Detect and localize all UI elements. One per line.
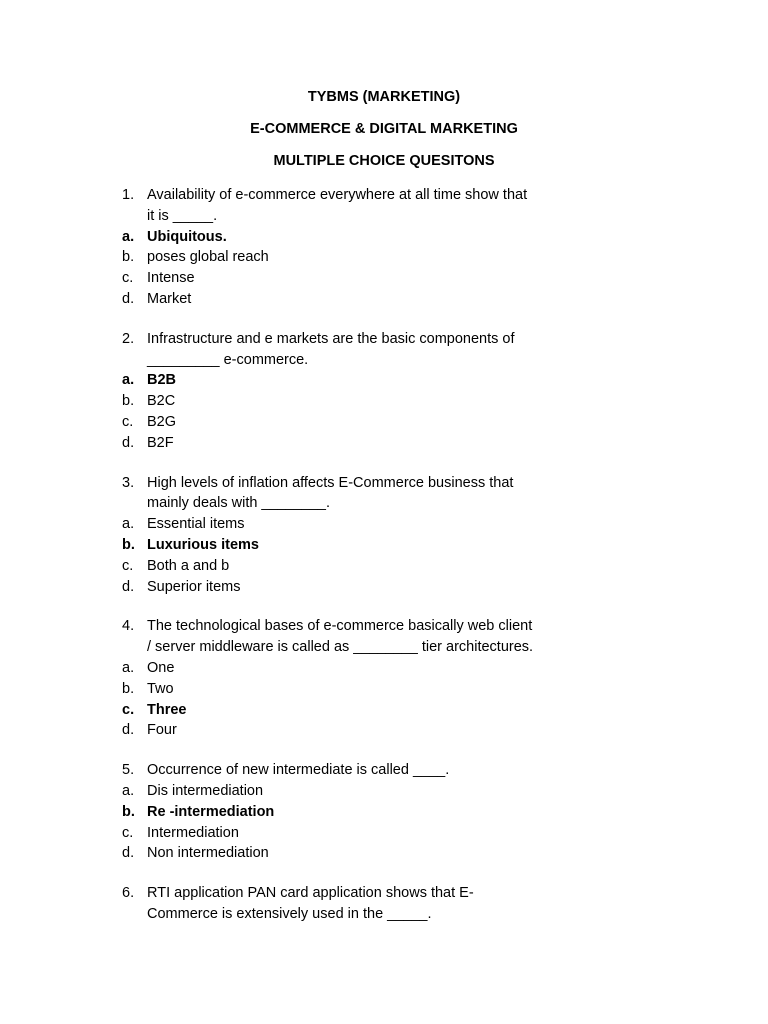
option-letter: b.: [122, 680, 135, 697]
option-correct: [122, 535, 622, 556]
option: [122, 556, 622, 577]
option: [122, 679, 622, 700]
option-text: Ubiquitous.: [147, 228, 227, 245]
question-text: mainly deals with ________.: [147, 495, 330, 512]
option-letter: c.: [122, 701, 135, 718]
option-correct: [122, 802, 622, 823]
question-text: High levels of inflation affects E-Commerce business that: [147, 474, 514, 491]
document-title: TYBMS (MARKETING): [307, 89, 461, 105]
option-text: Superior items: [147, 578, 241, 595]
option-text: Intermediation: [147, 824, 239, 841]
question-text: Commerce is extensively used in the _____.: [147, 905, 432, 922]
option: [122, 289, 622, 310]
option-text: B2F: [147, 434, 174, 451]
option: [122, 268, 622, 289]
option-letter: a.: [122, 372, 135, 389]
option-letter: c.: [122, 824, 134, 841]
option-text: B2B: [147, 372, 177, 389]
question-number: [122, 493, 147, 514]
question-6: [122, 883, 622, 925]
question-line: [122, 904, 622, 925]
option: [122, 823, 622, 844]
option: [122, 781, 622, 802]
question-number: 3.: [122, 474, 135, 491]
option-text: Both a and b: [147, 557, 230, 574]
question-text: Infrastructure and e markets are the basic components of: [147, 330, 515, 347]
option: [122, 658, 622, 679]
question-3: [122, 473, 622, 598]
question-list: [122, 185, 622, 944]
question-number: 5.: [122, 762, 135, 779]
question-line: [122, 637, 622, 658]
section-title: MULTIPLE CHOICE QUESITONS: [273, 153, 495, 169]
question-number: 1.: [122, 187, 135, 203]
option-text: Three: [147, 701, 187, 718]
option-letter: c.: [122, 557, 134, 574]
question-line: [122, 760, 622, 781]
option-letter: b.: [122, 803, 135, 820]
option-text: B2C: [147, 393, 176, 410]
option: [122, 247, 622, 268]
option-text: Re -intermediation: [147, 803, 275, 820]
question-number: [122, 637, 147, 658]
option: [122, 391, 622, 412]
question-text: Availability of e-commerce everywhere at all time show that: [147, 187, 528, 203]
option-letter: c.: [122, 270, 134, 287]
option: [122, 577, 622, 598]
question-number: [122, 350, 147, 371]
question-text: _________ e-commerce.: [147, 351, 309, 368]
option-text: Two: [147, 680, 174, 697]
question-text: Occurrence of new intermediate is called ____.: [147, 762, 450, 779]
question-number: 4.: [122, 618, 135, 635]
option-text: One: [147, 659, 175, 676]
question-line: [122, 350, 622, 371]
question-number: [122, 206, 147, 227]
question-line: [122, 883, 622, 904]
option-letter: c.: [122, 413, 134, 430]
question-1: [122, 185, 622, 310]
question-number: [122, 904, 147, 925]
option-letter: d.: [122, 290, 135, 307]
option-text: poses global reach: [147, 249, 269, 266]
option-text: B2G: [147, 413, 177, 430]
question-line: [122, 493, 622, 514]
option-text: Market: [147, 290, 192, 307]
question-4: [122, 616, 622, 741]
option-letter: b.: [122, 536, 135, 553]
option-text: Intense: [147, 270, 195, 287]
subject-title: E-COMMERCE & DIGITAL MARKETING: [250, 121, 518, 137]
question-text: The technological bases of e-commerce basically web client: [147, 618, 533, 635]
question-2: [122, 329, 622, 454]
option-correct: [122, 370, 622, 391]
option-text: Dis intermediation: [147, 782, 264, 799]
option-text: Luxurious items: [147, 536, 259, 553]
option-letter: b.: [122, 393, 135, 410]
option: [122, 433, 622, 454]
option-letter: d.: [122, 434, 135, 451]
option-letter: a.: [122, 516, 135, 533]
option-letter: b.: [122, 249, 135, 266]
option: [122, 514, 622, 535]
option-letter: d.: [122, 845, 135, 862]
question-text: it is _____.: [147, 207, 218, 224]
question-line: [122, 185, 622, 206]
option-letter: a.: [122, 782, 135, 799]
option-correct: [122, 227, 622, 248]
question-number: 6.: [122, 885, 135, 902]
option: [122, 412, 622, 433]
option-correct: [122, 700, 622, 721]
option-letter: d.: [122, 578, 135, 595]
question-text: / server middleware is called as ________ tier architectures.: [147, 639, 534, 656]
option-letter: a.: [122, 659, 135, 676]
option-letter: d.: [122, 722, 135, 739]
question-line: [122, 329, 622, 350]
question-number: 2.: [122, 330, 135, 347]
question-5: [122, 760, 622, 864]
option-text: Four: [147, 722, 177, 739]
option-letter: a.: [122, 228, 135, 245]
option: [122, 720, 622, 741]
question-text: RTI application PAN card application shows that E-: [147, 885, 474, 902]
question-line: [122, 616, 622, 637]
option: [122, 843, 622, 864]
question-line: [122, 206, 622, 227]
option-text: Non intermediation: [147, 845, 269, 862]
question-line: [122, 473, 622, 494]
option-text: Essential items: [147, 516, 245, 533]
